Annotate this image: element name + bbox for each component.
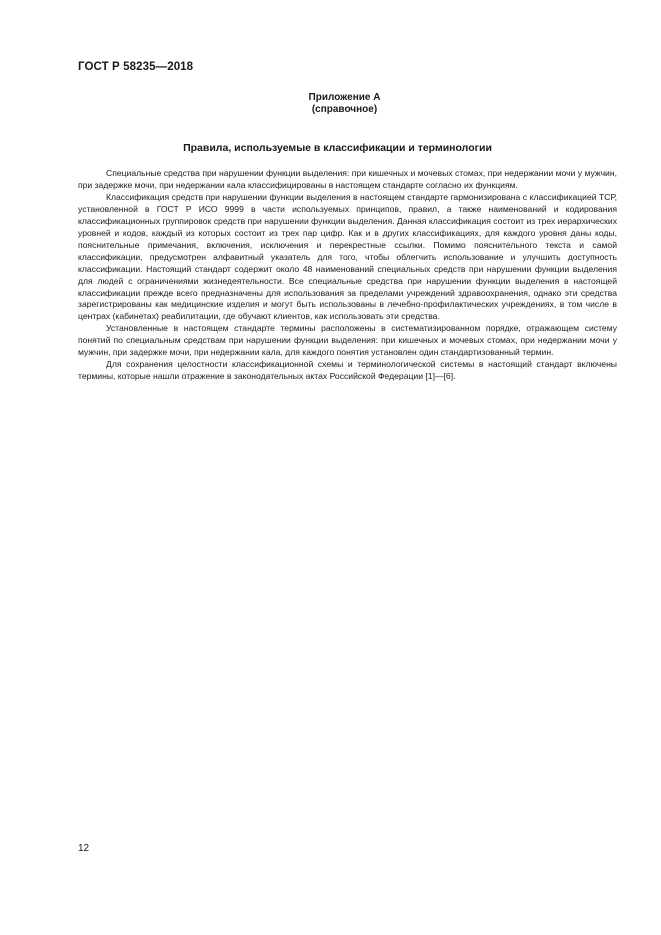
- document-code: ГОСТ Р 58235—2018: [78, 61, 194, 73]
- appendix-title: Приложение А: [308, 92, 381, 103]
- appendix-note: (справочное): [311, 104, 378, 115]
- paragraph: Установленные в настоящем стандарте термины расположены в систематизированном порядке, отражающем систему понятий по специальным средствам при нарушении функции выделения: при кишечных и мочевых стомах, при недержании мочи у мужчин, при задержке мочи, при недержании кала, для каждого понятия установлен один стандартизованный термин.: [78, 323, 617, 358]
- body-text: [78, 168, 617, 383]
- paragraph: Специальные средства при нарушении функции выделения: при кишечных и мочевых стомах, при недержании мочи у мужчин, при задержке мочи, при недержании кала классифицированы в настоящем стандарте согласно их функциям.: [78, 168, 617, 190]
- paragraph: Для сохранения целостности классификационной схемы и терминологической системы в настоящий стандарт включены термины, которые нашли отражение в законодательных актах Российской Федерации [1]—[6].: [78, 359, 617, 382]
- section-title: Правила, используемые в классификации и терминологии: [183, 142, 492, 154]
- page-number: 12: [78, 843, 90, 854]
- paragraph: Классификация средств при нарушении функции выделения в настоящем стандарте гармонизирована с классификацией ТСР, установленной в ГОСТ Р ИСО 9999 в части используемых принципов, правил, а также наименований и кодирования классификационных группировок средств при нарушении функции выделения. Данная классификация состоит из трех иерархических уровней и кодов, каждый из которых состоит из трех пар цифр. Как и в других классификациях, для каждого уровня даны коды, пояснительные примечания, включения, исключения и перекрестные ссылки. Помимо пояснительного текста и самой классификации, предусмотрен алфавитный указатель для того, чтобы облегчить использование и улучшить доступность классификации. Настоящий стандарт содержит около 48 наименований специальных средств при нарушении функции выделения для людей с ограничениями жизнедеятельности. Все специальные средства при нарушении функции выделения в настоящей классификации прежде всего предназначены для использования за пределами учреждений здравоохранения, однако эти средства зарегистрированы как медицинские изделия и могут быть использованы в лечебно-профилактических учреждениях, в том числе в центрах (кабинетах) реабилитации, где обучают клиентов, как использовать эти средства.: [78, 191, 617, 322]
